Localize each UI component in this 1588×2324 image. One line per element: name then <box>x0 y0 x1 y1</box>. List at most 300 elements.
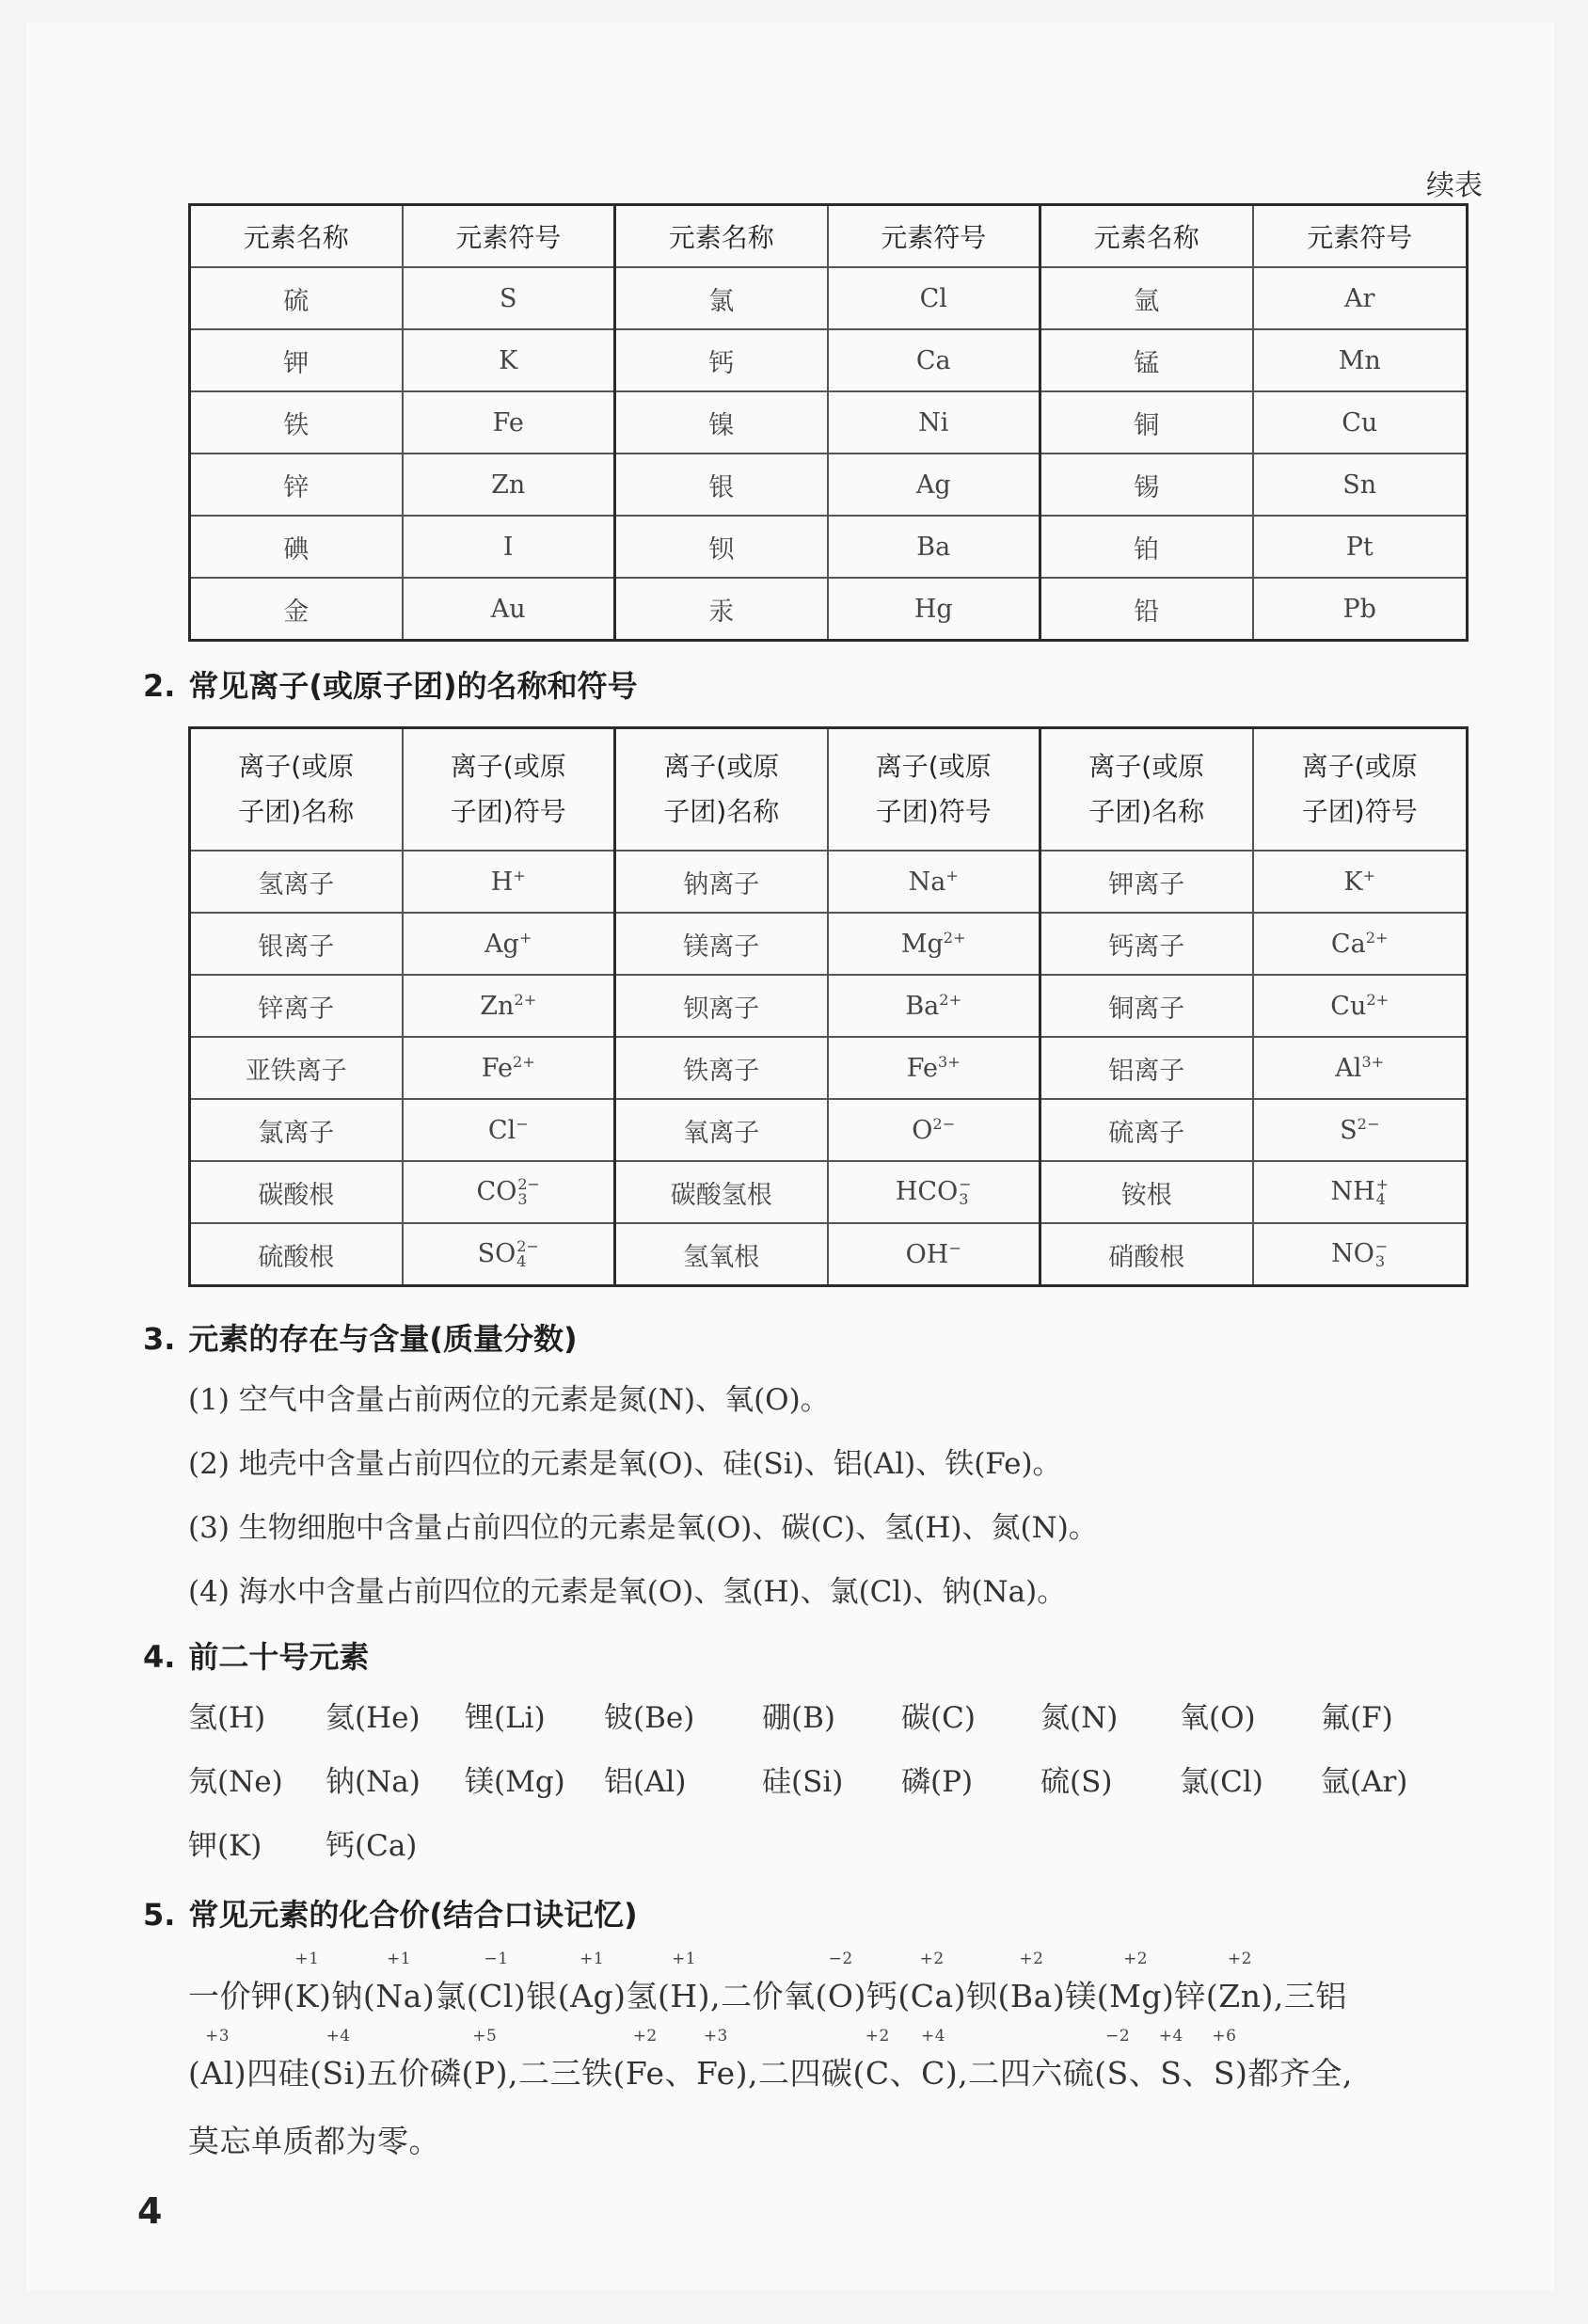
mnemonic-text: )锌( <box>1162 1978 1219 2014</box>
ion-symbol <box>1253 975 1468 1037</box>
valence-symbol <box>910 1950 954 2014</box>
element-symbol: Ca <box>910 1978 954 2014</box>
charge: − <box>959 1175 972 1194</box>
section-5-heading <box>143 1891 638 1934</box>
charge-stack <box>517 1177 540 1207</box>
valence-value: +4 <box>1158 2027 1183 2045</box>
ion-name <box>615 975 828 1037</box>
symbol-base: 铜离子 <box>1108 994 1185 1024</box>
element-entry: 钾(K) <box>188 1829 262 1863</box>
header-line: 子团)符号 <box>1301 796 1418 827</box>
table-cell: Ni <box>828 391 1040 454</box>
table-row <box>190 267 1468 329</box>
element-symbol: P <box>473 2055 496 2092</box>
symbol-base: H <box>490 868 514 897</box>
ion-symbol <box>1253 851 1468 913</box>
mnemonic-text: 、 <box>664 2055 697 2092</box>
header-line: 离子(或原 <box>1301 751 1418 782</box>
table-cell: Pb <box>1253 578 1468 641</box>
ion-symbol <box>403 975 615 1037</box>
symbol-base: 铁离子 <box>683 1056 760 1086</box>
charge: 3+ <box>937 1053 961 1071</box>
element-entry: 钙(Ca) <box>326 1829 418 1863</box>
table-cell: Fe <box>403 391 615 454</box>
element-entry: 硅(Si) <box>762 1765 844 1799</box>
symbol-base: 镁离子 <box>683 931 760 962</box>
ion-name <box>615 913 828 975</box>
valence-symbol <box>921 2027 946 2092</box>
symbol-base: Al <box>1335 1054 1362 1083</box>
symbol-base: 氯离子 <box>258 1118 335 1148</box>
element-symbol: Cl <box>479 1978 514 2014</box>
valence-symbol <box>479 1950 514 2014</box>
charge: 2− <box>932 1115 956 1133</box>
symbol-base: O <box>912 1116 933 1145</box>
symbol-base: Cu <box>1330 992 1367 1021</box>
ion-symbol <box>403 1037 615 1099</box>
section-number: 4. <box>143 1639 176 1675</box>
mnemonic-text: )镁( <box>1052 1978 1110 2014</box>
section-title: 元素的存在与含量(质量分数) <box>188 1321 578 1357</box>
element-symbol: S <box>1160 2055 1183 2092</box>
element-entry: 镁(Mg) <box>465 1765 565 1799</box>
table-cell: Ag <box>828 454 1040 516</box>
ion-name <box>615 1223 828 1286</box>
ion-symbol <box>828 851 1040 913</box>
symbol-base: 氧离子 <box>683 1118 760 1148</box>
element-symbol: Ag <box>570 1978 614 2014</box>
valence-value: +1 <box>671 1950 697 1968</box>
ion-symbol <box>828 1099 1040 1161</box>
valence-symbol <box>1158 2027 1183 2092</box>
mnemonic-text: )银( <box>513 1978 571 2014</box>
charge: 2− <box>517 1175 540 1194</box>
valence-symbol <box>570 1950 614 2014</box>
charge: 3+ <box>1361 1053 1385 1071</box>
element-entry: 氦(He) <box>326 1701 421 1735</box>
symbol-base: OH <box>905 1240 949 1269</box>
table-cell: K <box>403 329 615 391</box>
ion-name <box>1040 1161 1253 1223</box>
table-cell: Mn <box>1253 329 1468 391</box>
element-symbol: S <box>1213 2055 1235 2092</box>
table-row <box>190 391 1468 454</box>
charge: 2+ <box>514 991 537 1009</box>
ion-symbol-table <box>188 726 1469 1287</box>
element-entry: 硫(S) <box>1040 1765 1113 1799</box>
ion-symbol <box>403 1161 615 1223</box>
element-symbol: C <box>921 2055 945 2092</box>
table-row <box>190 516 1468 578</box>
symbol-base: 钾离子 <box>1108 869 1185 899</box>
charge: + <box>945 867 959 884</box>
ion-symbol <box>1253 1223 1468 1286</box>
table-row <box>190 851 1468 913</box>
valence-value: +6 <box>1212 2027 1237 2045</box>
column-header: 元素名称 <box>615 205 828 268</box>
element-symbol: Ba <box>1009 1978 1053 2014</box>
ion-name <box>1040 1099 1253 1161</box>
table-row <box>190 913 1468 975</box>
ion-symbol <box>1253 1161 1468 1223</box>
ion-name <box>615 1161 828 1223</box>
table-cell: 硫 <box>190 267 403 329</box>
valence-symbol <box>1218 1950 1262 2014</box>
valence-value: +4 <box>921 2027 946 2045</box>
table-cell: 镍 <box>615 391 828 454</box>
ion-name <box>1040 913 1253 975</box>
content-line: (3) 生物细胞中含量占前四位的元素是氧(O)、碳(C)、氢(H)、氮(N)。 <box>188 1511 1098 1545</box>
content-line: (1) 空气中含量占前两位的元素是氮(N)、氧(O)。 <box>188 1383 830 1417</box>
table-cell: Au <box>403 578 615 641</box>
charge: − <box>1374 1237 1389 1256</box>
table-cell: Ar <box>1253 267 1468 329</box>
valence-symbol <box>322 2027 355 2092</box>
charge: 2+ <box>943 929 966 947</box>
symbol-base: HCO <box>895 1176 959 1206</box>
ion-name <box>190 975 403 1037</box>
continued-label: 续表 <box>1426 169 1483 202</box>
charge: 2+ <box>512 1053 535 1071</box>
charge: − <box>948 1239 961 1257</box>
symbol-base: S <box>1340 1116 1358 1145</box>
charge: 2+ <box>939 991 962 1009</box>
element-symbol: Fe <box>625 2055 665 2092</box>
mnemonic-text: )钡( <box>953 1978 1010 2014</box>
table-row <box>190 1223 1468 1286</box>
section-number: 5. <box>143 1897 176 1933</box>
element-entry: 铝(Al) <box>604 1765 687 1799</box>
symbol-base: 硫酸根 <box>258 1242 335 1272</box>
table-cell: Hg <box>828 578 1040 641</box>
valence-value: +2 <box>1019 1950 1044 1968</box>
valence-value: −2 <box>828 1950 853 1968</box>
column-header <box>1253 728 1468 852</box>
table-row <box>190 1161 1468 1223</box>
mnemonic-line <box>188 2117 440 2161</box>
table-row <box>190 975 1468 1037</box>
table-cell: Sn <box>1253 454 1468 516</box>
element-symbol: Na <box>375 1978 422 2014</box>
valence-value: +2 <box>865 2027 890 2045</box>
column-header <box>828 728 1040 852</box>
mnemonic-line <box>188 1950 1347 2016</box>
element-symbol: H <box>670 1978 698 2014</box>
column-header: 元素名称 <box>190 205 403 268</box>
valence-symbol <box>625 2027 665 2092</box>
table-cell: 钾 <box>190 329 403 391</box>
section-2-heading <box>143 662 638 706</box>
element-entry: 氯(Cl) <box>1180 1765 1263 1799</box>
table-row <box>190 1037 1468 1099</box>
table-cell: Cl <box>828 267 1040 329</box>
mnemonic-text: )四硅( <box>233 2055 323 2092</box>
symbol-base: Na <box>908 868 946 897</box>
ion-symbol <box>828 1037 1040 1099</box>
element-symbol: Zn <box>1218 1978 1262 2014</box>
element-entry: 磷(P) <box>901 1765 974 1799</box>
subscript: 4 <box>1375 1190 1386 1209</box>
element-symbol: Al <box>200 2055 234 2092</box>
element-symbol: S <box>1106 2055 1129 2092</box>
section-title: 常见离子(或原子团)的名称和符号 <box>188 668 638 704</box>
table-cell: 铂 <box>1040 516 1253 578</box>
table-cell: 钡 <box>615 516 828 578</box>
valence-symbol <box>1109 1950 1163 2014</box>
valence-value: +2 <box>632 2027 658 2045</box>
valence-symbol <box>670 1950 698 2014</box>
valence-symbol <box>375 1950 422 2014</box>
symbol-base: 氢氧根 <box>683 1242 760 1272</box>
charge: 2+ <box>1365 929 1389 947</box>
valence-value: +2 <box>1227 1950 1252 1968</box>
charge: 2+ <box>1366 991 1390 1009</box>
table-cell: 氯 <box>615 267 828 329</box>
element-symbol: K <box>294 1978 320 2014</box>
column-header: 元素符号 <box>1253 205 1468 268</box>
table-cell: 碘 <box>190 516 403 578</box>
content-line: (2) 地壳中含量占前四位的元素是氧(O)、硅(Si)、铝(Al)、铁(Fe)。 <box>188 1447 1062 1481</box>
symbol-base: 亚铁离子 <box>245 1056 347 1086</box>
valence-value: −2 <box>1105 2027 1131 2045</box>
element-entry: 氮(N) <box>1040 1701 1119 1735</box>
ion-symbol <box>1253 1099 1468 1161</box>
symbol-base: 钡离子 <box>683 994 760 1024</box>
table-cell: S <box>403 267 615 329</box>
content-line: (4) 海水中含量占前四位的元素是氧(O)、氢(H)、氯(Cl)、钠(Na)。 <box>188 1575 1067 1609</box>
valence-value: +3 <box>703 2027 728 2045</box>
ion-name <box>1040 1223 1253 1286</box>
element-entry: 碳(C) <box>901 1701 976 1735</box>
valence-value: +2 <box>919 1950 945 1968</box>
section-number: 2. <box>143 668 176 704</box>
charge: + <box>1362 867 1376 884</box>
symbol-base: 钙离子 <box>1108 931 1185 962</box>
valence-value: +4 <box>326 2027 351 2045</box>
mnemonic-text: 一价钾( <box>188 1978 295 2014</box>
valence-value: +5 <box>472 2027 498 2045</box>
element-entry: 锂(Li) <box>465 1701 546 1735</box>
valence-value: +1 <box>580 1950 605 1968</box>
valence-symbol <box>1009 1950 1053 2014</box>
charge-stack <box>1375 1239 1388 1269</box>
element-symbol: C <box>865 2055 890 2092</box>
ion-symbol <box>828 913 1040 975</box>
symbol-base: CO <box>476 1176 517 1206</box>
mnemonic-text: ),二三铁( <box>495 2055 626 2092</box>
valence-symbol <box>1212 2027 1237 2092</box>
mnemonic-text: ),三铝 <box>1261 1978 1347 2014</box>
ion-symbol <box>403 913 615 975</box>
mnemonic-text: 莫忘单质都为零。 <box>188 2123 440 2159</box>
symbol-base: NH <box>1330 1176 1375 1206</box>
header-line: 离子(或原 <box>238 751 355 782</box>
valence-symbol <box>1105 2027 1131 2092</box>
ion-name <box>1040 851 1253 913</box>
column-header: 元素符号 <box>403 205 615 268</box>
mnemonic-text: )钙( <box>853 1978 911 2014</box>
element-symbol: O <box>827 1978 854 2014</box>
ion-name <box>615 1037 828 1099</box>
ion-symbol <box>403 1099 615 1161</box>
mnemonic-text: ),二四六硫( <box>945 2055 1107 2092</box>
symbol-base: 硝酸根 <box>1108 1242 1185 1272</box>
section-title: 前二十号元素 <box>188 1639 370 1675</box>
ion-symbol <box>828 1161 1040 1223</box>
element-symbol: Mg <box>1109 1978 1163 2014</box>
section-number: 3. <box>143 1321 176 1357</box>
table-cell: Ba <box>828 516 1040 578</box>
symbol-base: Mg <box>900 930 944 959</box>
valence-symbol <box>200 2027 234 2092</box>
mnemonic-text: )氯( <box>421 1978 480 2014</box>
ion-name <box>190 913 403 975</box>
mnemonic-text: 、 <box>1128 2055 1161 2092</box>
table-cell: Cu <box>1253 391 1468 454</box>
ion-name <box>1040 1037 1253 1099</box>
valence-symbol <box>294 1950 320 2014</box>
table-cell: 汞 <box>615 578 828 641</box>
table-row <box>190 454 1468 516</box>
charge-stack <box>959 1177 971 1207</box>
subscript: 3 <box>959 1190 969 1209</box>
charge: 2− <box>1357 1115 1380 1133</box>
symbol-base: Fe <box>906 1054 938 1083</box>
element-entry: 氢(H) <box>188 1701 266 1735</box>
valence-symbol <box>827 1950 854 2014</box>
column-header: 元素符号 <box>828 205 1040 268</box>
element-symbol: Si <box>322 2055 355 2092</box>
ion-name <box>1040 975 1253 1037</box>
charge: + <box>1375 1175 1390 1194</box>
symbol-base: Ba <box>905 992 940 1021</box>
symbol-base: 锌离子 <box>258 994 335 1024</box>
element-entry: 氖(Ne) <box>188 1765 283 1799</box>
symbol-base: 钠离子 <box>683 869 760 899</box>
element-symbol-table <box>188 203 1469 642</box>
symbol-base: 氢离子 <box>258 869 335 899</box>
valence-value: +2 <box>1123 1950 1149 1968</box>
element-entry: 钠(Na) <box>326 1765 421 1799</box>
subscript: 3 <box>1374 1252 1386 1271</box>
section-4-heading <box>143 1633 369 1677</box>
ion-name <box>190 851 403 913</box>
symbol-base: Ag <box>484 930 519 959</box>
symbol-base: 银离子 <box>258 931 335 962</box>
header-line: 离子(或原 <box>1088 751 1205 782</box>
subscript: 4 <box>516 1252 527 1271</box>
element-symbol: Fe <box>696 2055 736 2092</box>
ion-symbol <box>403 851 615 913</box>
mnemonic-text: )都齐全, <box>1234 2055 1353 2092</box>
table-cell: 锰 <box>1040 329 1253 391</box>
charge: 2− <box>516 1237 539 1256</box>
page-number: 4 <box>137 2190 163 2232</box>
table-cell: 锡 <box>1040 454 1253 516</box>
table-cell: Pt <box>1253 516 1468 578</box>
header-line: 离子(或原 <box>875 751 992 782</box>
valence-symbol <box>472 2027 498 2092</box>
header-line: 子团)名称 <box>238 796 355 827</box>
mnemonic-line <box>188 2027 1353 2093</box>
column-header: 元素名称 <box>1040 205 1253 268</box>
table-cell: 钙 <box>615 329 828 391</box>
ion-symbol <box>1253 1037 1468 1099</box>
column-header <box>190 728 403 852</box>
charge-stack <box>516 1239 539 1269</box>
mnemonic-text: 、 <box>889 2055 922 2092</box>
ion-name <box>190 1099 403 1161</box>
mnemonic-text: ( <box>188 2055 201 2092</box>
symbol-base: 铝离子 <box>1108 1056 1185 1086</box>
mnemonic-text: ),二四碳( <box>735 2055 865 2092</box>
symbol-base: Fe <box>481 1054 513 1083</box>
table-cell: I <box>403 516 615 578</box>
subscript: 3 <box>517 1190 528 1209</box>
symbol-base: 碳酸氢根 <box>670 1180 772 1210</box>
valence-symbol <box>696 2027 736 2092</box>
symbol-base: Cl <box>487 1116 516 1145</box>
header-line: 离子(或原 <box>450 751 566 782</box>
symbol-base: 铵根 <box>1120 1180 1172 1210</box>
header-line: 子团)名称 <box>1088 796 1205 827</box>
column-header <box>615 728 828 852</box>
mnemonic-text: )钠( <box>319 1978 376 2014</box>
section-title: 常见元素的化合价(结合口诀记忆) <box>188 1897 638 1933</box>
mnemonic-text: )五价磷( <box>354 2055 474 2092</box>
mnemonic-text: )氢( <box>613 1978 671 2014</box>
header-line: 子团)符号 <box>875 796 992 827</box>
element-entry: 铍(Be) <box>604 1701 695 1735</box>
column-header <box>403 728 615 852</box>
mnemonic-text: 、 <box>1182 2055 1214 2092</box>
symbol-base: Zn <box>480 992 515 1021</box>
ion-symbol <box>828 1223 1040 1286</box>
table-cell: 铅 <box>1040 578 1253 641</box>
table-row <box>190 329 1468 391</box>
header-line: 离子(或原 <box>663 751 780 782</box>
ion-name <box>190 1037 403 1099</box>
ion-symbol <box>828 975 1040 1037</box>
valence-value: +3 <box>205 2027 230 2045</box>
header-line: 子团)符号 <box>450 796 566 827</box>
table-cell: 铁 <box>190 391 403 454</box>
table-cell: 锌 <box>190 454 403 516</box>
valence-value: +1 <box>387 1950 412 1968</box>
table-cell: Ca <box>828 329 1040 391</box>
charge: + <box>518 929 532 947</box>
column-header <box>1040 728 1253 852</box>
element-entry: 氟(F) <box>1321 1701 1393 1735</box>
header-line: 子团)名称 <box>663 796 780 827</box>
element-entry: 氩(Ar) <box>1321 1765 1408 1799</box>
ion-name <box>190 1161 403 1223</box>
valence-value: +1 <box>294 1950 320 1968</box>
ion-symbol <box>403 1223 615 1286</box>
table-cell: 铜 <box>1040 391 1253 454</box>
ion-symbol <box>1253 913 1468 975</box>
table-cell: 氩 <box>1040 267 1253 329</box>
table-cell: Zn <box>403 454 615 516</box>
ion-name <box>615 851 828 913</box>
mnemonic-text: ),二价氧( <box>697 1978 828 2014</box>
element-entry: 氧(O) <box>1180 1701 1256 1735</box>
symbol-base: K <box>1343 868 1363 897</box>
symbol-base: 硫离子 <box>1108 1118 1185 1148</box>
charge: + <box>513 867 526 884</box>
valence-value: −1 <box>484 1950 509 1968</box>
symbol-base: Ca <box>1330 930 1366 959</box>
